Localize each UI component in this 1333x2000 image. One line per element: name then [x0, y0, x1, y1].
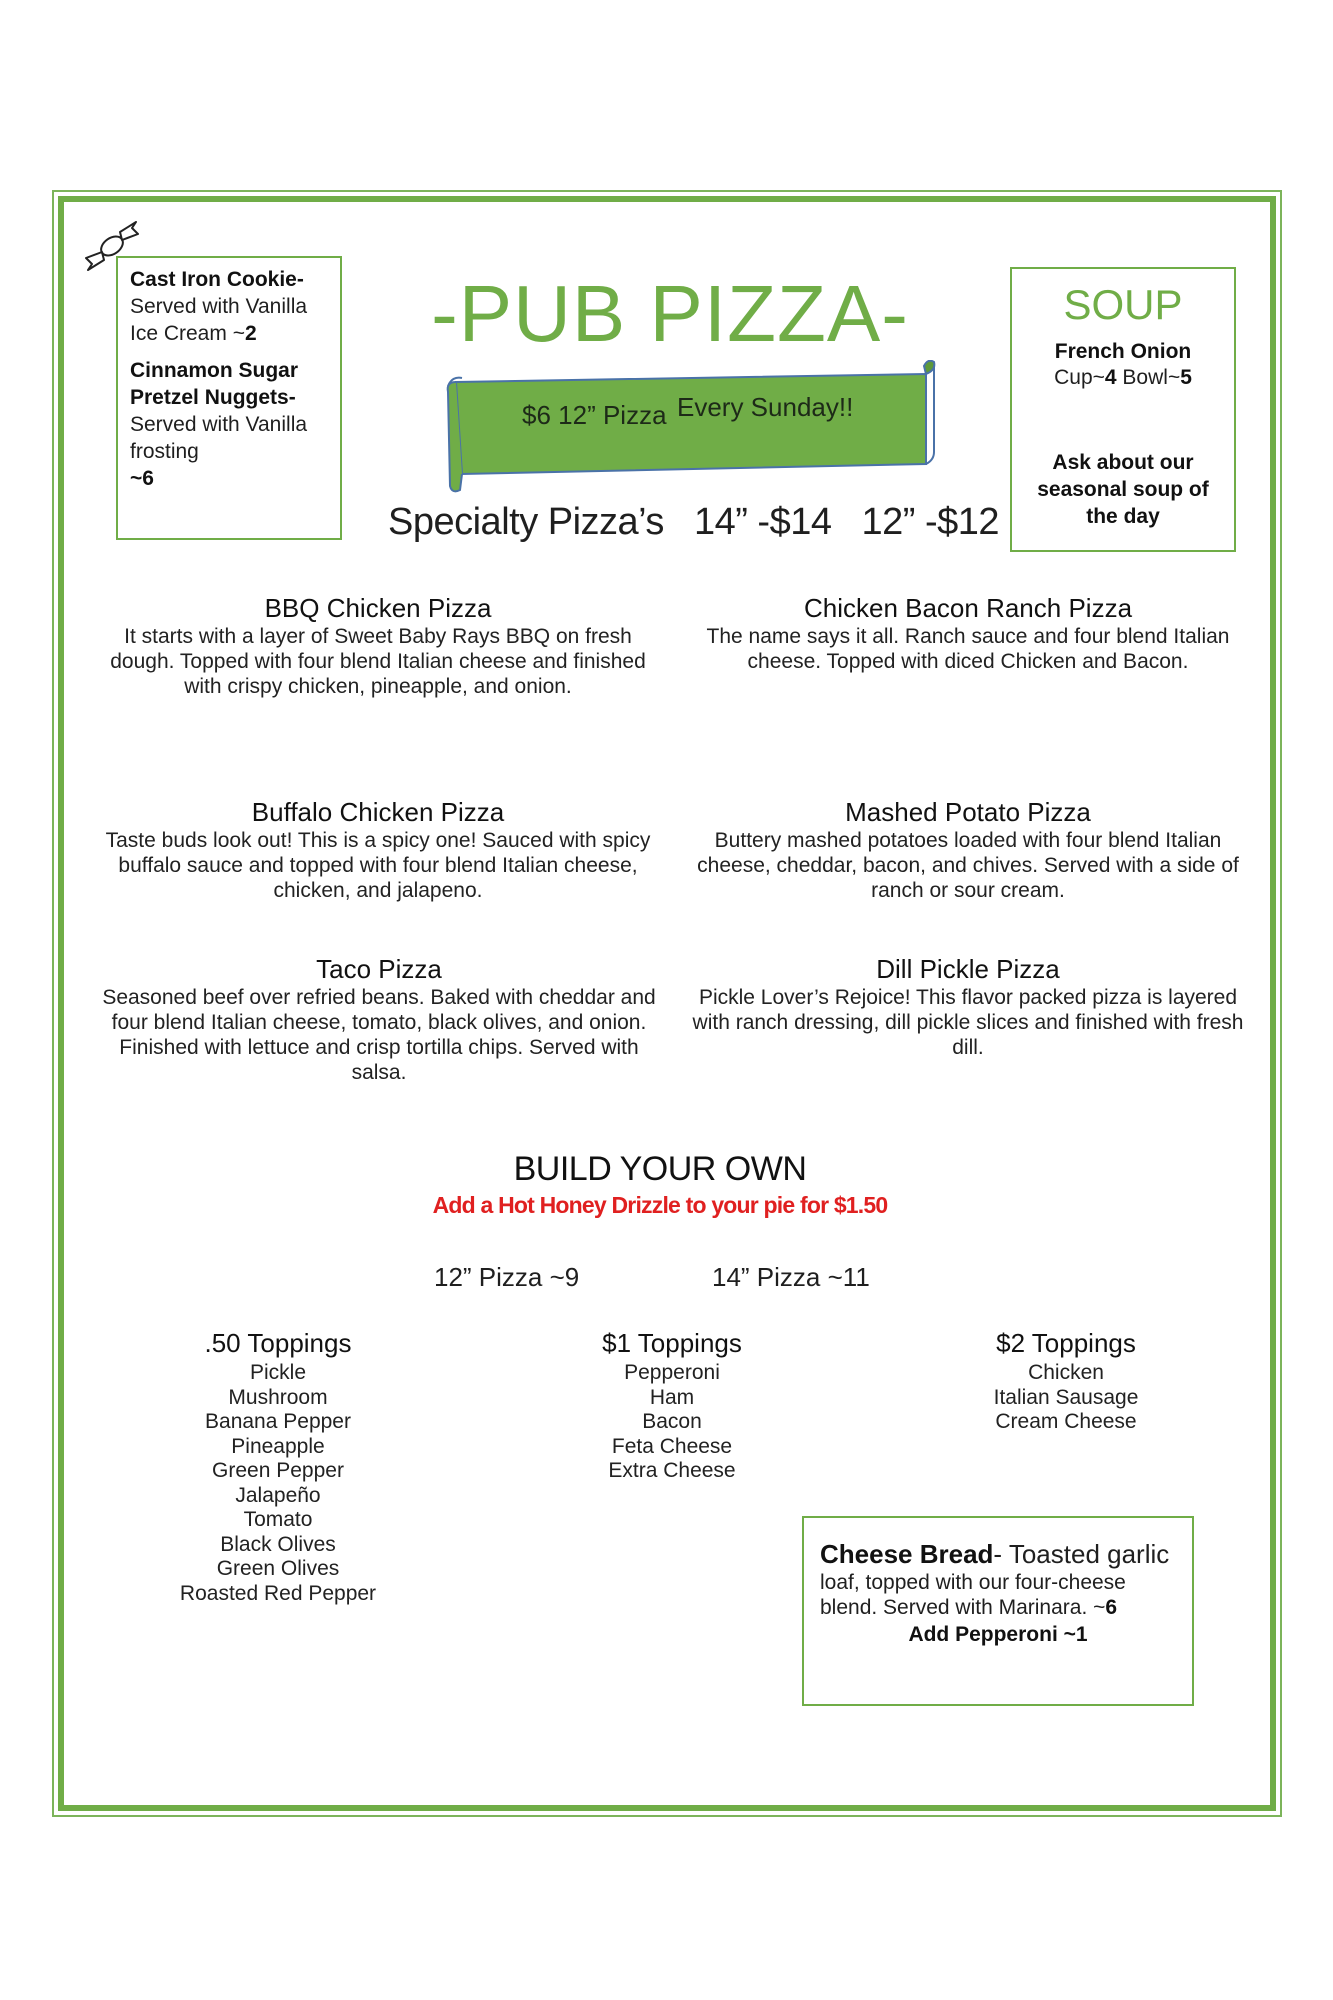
pizza-dill-pickle — [688, 953, 1248, 1060]
pizza-name: Mashed Potato Pizza — [845, 797, 1091, 827]
pizza-taco — [94, 953, 664, 1085]
hot-honey-note: Add a Hot Honey Drizzle to your pie for $1.50 — [432, 1192, 888, 1218]
topping-item: Mushroom — [228, 1385, 328, 1409]
pizza-buffalo-chicken — [98, 796, 658, 903]
soup-title: SOUP — [1063, 281, 1183, 328]
pizza-mashed-potato — [688, 796, 1248, 903]
topping-item: Feta Cheese — [611, 1434, 733, 1458]
soup-item: French Onion — [1054, 340, 1192, 363]
toppings-list — [916, 1361, 1216, 1435]
price-14-inch: 14” Pizza ~11 — [712, 1262, 870, 1292]
specialty-price-14: 14” -$14 — [693, 501, 832, 543]
toppings-50-cents — [128, 1327, 428, 1606]
price-12-inch: 12” Pizza ~9 — [434, 1262, 580, 1292]
topping-item: Extra Cheese — [608, 1459, 736, 1482]
pizza-bbq-chicken — [98, 592, 658, 699]
soup-box — [1010, 267, 1236, 552]
pizza-desc: It starts with a layer of Sweet Baby Rays BBQ on fresh dough. Topped with four blend Italian cheese and finished with crispy chicken, pineapple, and onion. — [110, 625, 646, 698]
topping-item: Cream Cheese — [995, 1410, 1137, 1433]
toppings-2-dollar — [916, 1327, 1216, 1435]
pizza-name: Chicken Bacon Ranch Pizza — [803, 593, 1133, 623]
toppings-list — [522, 1361, 822, 1484]
topping-item: Jalapeño — [235, 1483, 321, 1507]
pizza-name: Taco Pizza — [316, 954, 442, 984]
topping-item: Green Olives — [216, 1557, 340, 1580]
soup-note: Ask about our seasonal soup of the day — [1037, 451, 1209, 528]
topping-item: Banana Pepper — [205, 1410, 351, 1433]
pizza-desc: Buttery mashed potatoes loaded with four blend Italian cheese, cheddar, bacon, and chives. Served with a side of ranch or sour cream. — [697, 829, 1239, 902]
toppings-list — [128, 1361, 428, 1606]
dessert-box — [116, 256, 342, 540]
cheese-bread-addon: Add Pepperoni ~1 — [908, 1623, 1088, 1646]
build-your-own-title: BUILD YOUR OWN — [513, 1150, 807, 1188]
pizza-name: Buffalo Chicken Pizza — [251, 797, 505, 827]
soup-prices: Cup~4 Bowl~5 — [1054, 366, 1192, 389]
banner-text-price: $6 12” Pizza — [522, 400, 667, 430]
topping-item: Bacon — [642, 1410, 702, 1433]
cheese-bread-box — [802, 1516, 1194, 1706]
pizza-desc: Pickle Lover’s Rejoice! This flavor packed pizza is layered with ranch dressing, dill pickle slices and finished with fresh dill. — [692, 986, 1244, 1059]
topping-item: Tomato — [243, 1508, 313, 1531]
topping-item: Pepperoni — [624, 1361, 720, 1384]
topping-item: Black Olives — [220, 1532, 336, 1556]
topping-item: Green Pepper — [212, 1459, 344, 1482]
toppings-title: .50 Toppings — [204, 1328, 352, 1358]
toppings-title: $2 Toppings — [996, 1328, 1136, 1358]
topping-item: Roasted Red Pepper — [179, 1581, 377, 1605]
pizza-name: Dill Pickle Pizza — [876, 954, 1060, 984]
banner-text-day: Every Sunday!! — [677, 392, 854, 422]
cheese-bread-desc: loaf, topped with our four-cheese blend. Served with Marinara. ~6 — [820, 1571, 1126, 1619]
specialty-label: Specialty Pizza’s — [388, 501, 664, 543]
topping-item: Chicken — [1028, 1361, 1104, 1384]
specialty-price-12: 12” -$12 — [861, 501, 1000, 543]
specialty-pricing — [388, 501, 1000, 544]
topping-item: Ham — [649, 1385, 695, 1409]
topping-item: Italian Sausage — [993, 1385, 1139, 1409]
page-title: -PUB PIZZA- — [431, 269, 909, 358]
pizza-name: BBQ Chicken Pizza — [264, 593, 492, 623]
toppings-title: $1 Toppings — [602, 1328, 742, 1358]
dessert-cookie: Cast Iron Cookie- Served with Vanilla Ice Cream ~2 — [130, 268, 308, 345]
cheese-bread-heading: Cheese Bread- Toasted garlic — [820, 1539, 1170, 1569]
sunday-banner — [444, 360, 938, 496]
dessert-pretzel: Cinnamon Sugar Pretzel Nuggets- Served with Vanilla frosting ~6 — [130, 359, 308, 490]
topping-item: Pineapple — [231, 1434, 325, 1458]
pizza-desc: The name says it all. Ranch sauce and four blend Italian cheese. Topped with diced Chicken and Bacon. — [706, 625, 1230, 673]
topping-item: Pickle — [249, 1361, 307, 1384]
pizza-desc: Seasoned beef over refried beans. Baked with cheddar and four blend Italian cheese, tomato, black olives, and onion. Finished with lettuce and crisp tortilla chips. Served with salsa. — [102, 986, 656, 1084]
toppings-1-dollar — [522, 1327, 822, 1484]
pizza-desc: Taste buds look out! This is a spicy one! Sauced with spicy buffalo sauce and topped with four blend Italian cheese, chicken, and jalapeno. — [105, 829, 651, 902]
pizza-chicken-bacon-ranch — [688, 592, 1248, 674]
